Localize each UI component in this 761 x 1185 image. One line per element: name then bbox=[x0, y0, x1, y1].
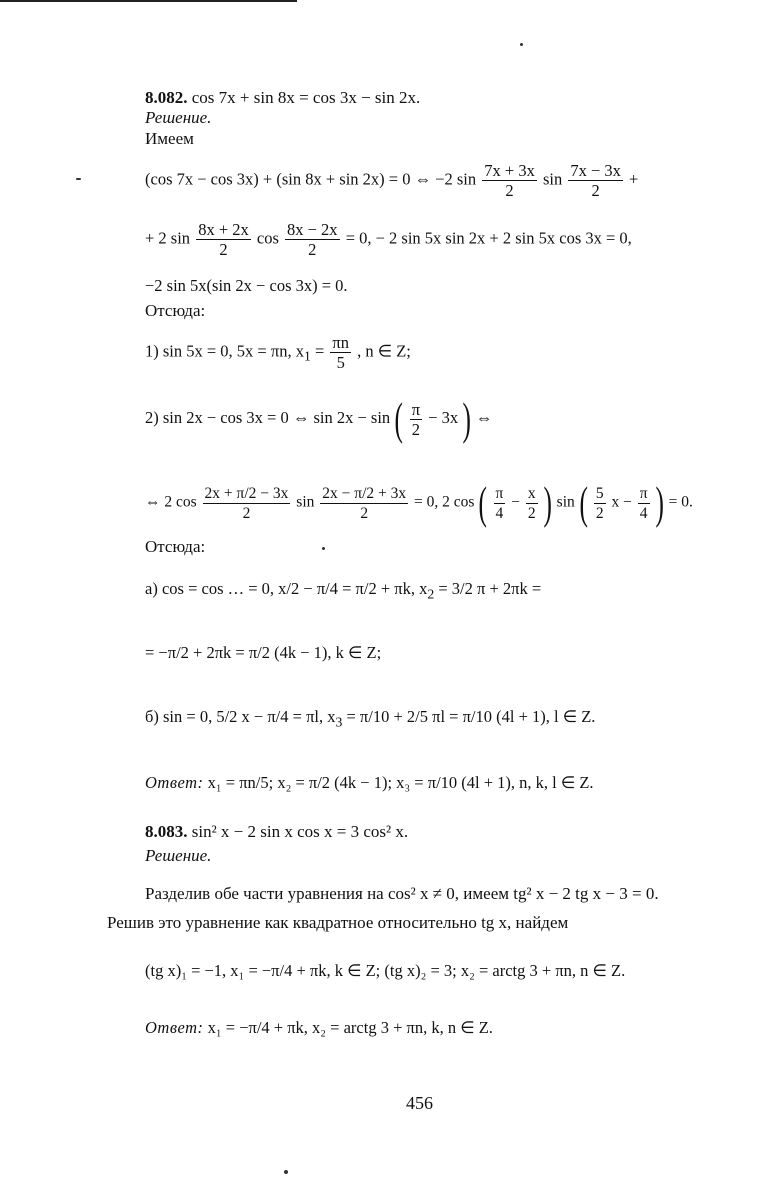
denominator: 2 bbox=[308, 240, 317, 259]
case-b-line bbox=[145, 706, 595, 733]
denominator: 4 bbox=[495, 504, 504, 522]
fraction bbox=[330, 333, 351, 372]
answer-text: x₁ = −π/4 + πk, x₂ = arctg 3 + πn, k, n ∈ Z. bbox=[207, 1018, 493, 1037]
subscript: 3 bbox=[335, 714, 343, 730]
numerator: 5 bbox=[595, 484, 604, 502]
denominator: 2 bbox=[219, 240, 228, 259]
numerator: 8x − 2x bbox=[287, 220, 338, 239]
denominator: 2 bbox=[591, 181, 600, 200]
eq2-rest: = 0, − 2 sin 5x sin 2x + 2 sin 5x cos 3x = 0, bbox=[345, 228, 632, 248]
speck-mark bbox=[520, 43, 523, 46]
eq1-lhs: (cos 7x − cos 3x) + (sin 8x + sin 2x) = 0 ⇔ −2 sin bbox=[145, 169, 477, 189]
numerator: 7x − 3x bbox=[570, 161, 621, 180]
eq1-end: + bbox=[629, 169, 639, 189]
eq4-end: = 0. bbox=[668, 493, 693, 511]
numerator: 2x − π/2 + 3x bbox=[322, 484, 407, 502]
equation-line-2 bbox=[145, 220, 632, 259]
case-a-line-2: = −π/2 + 2πk = π/2 (4k − 1), k ∈ Z; bbox=[145, 643, 382, 662]
fraction bbox=[320, 484, 408, 523]
case2-text: 2) sin 2x − cos 3x = 0 ⇔ sin 2x − sin bbox=[145, 407, 391, 427]
speck-mark bbox=[284, 1170, 288, 1174]
fraction bbox=[638, 484, 650, 523]
numerator: πn bbox=[332, 333, 349, 352]
left-paren: ( bbox=[579, 477, 588, 528]
eq4-b: = 0, 2 cos bbox=[414, 493, 475, 511]
denominator: 2 bbox=[527, 504, 536, 522]
problem-8083-header bbox=[145, 822, 408, 842]
hence-label-2: Отсюда: bbox=[145, 537, 206, 556]
top-rule bbox=[0, 0, 297, 2]
answer-text: x₁ = πn/5; x₂ = π/2 (4k − 1); x₃ = π/10 (4l + 1), n, k, l ∈ Z. bbox=[207, 773, 594, 792]
case-1-line bbox=[145, 333, 411, 372]
denominator: 2 bbox=[595, 504, 604, 522]
denominator: 2 bbox=[411, 419, 421, 439]
eq2-start: + 2 sin bbox=[145, 228, 191, 248]
case-a-label: а) cos bbox=[145, 579, 184, 598]
problem-8082-header bbox=[145, 88, 420, 108]
denominator: 5 bbox=[336, 353, 345, 372]
numerator: 2x + π/2 − 3x bbox=[204, 484, 289, 502]
denominator: 2 bbox=[242, 504, 251, 522]
fraction bbox=[526, 484, 538, 523]
case1-tail: , n ∈ Z; bbox=[357, 341, 411, 361]
numerator: π bbox=[639, 484, 648, 502]
fraction bbox=[285, 220, 340, 259]
eq2-mid: cos bbox=[256, 228, 279, 248]
case-a-line bbox=[145, 578, 541, 605]
minus: − bbox=[511, 493, 520, 511]
equation-line-3: −2 sin 5x(sin 2x − cos 3x) = 0. bbox=[145, 276, 348, 295]
case1-text: 1) sin 5x = 0, 5x = πn, x bbox=[145, 341, 304, 361]
case2-mid: − 3x bbox=[428, 407, 459, 427]
numerator: π bbox=[495, 484, 504, 502]
intro-text: Имеем bbox=[145, 129, 194, 148]
fraction bbox=[196, 220, 251, 259]
fraction bbox=[494, 484, 506, 523]
denominator: 4 bbox=[639, 504, 648, 522]
right-paren: ) bbox=[655, 477, 665, 528]
speck-mark bbox=[322, 547, 325, 550]
eq4-mid: sin bbox=[296, 493, 315, 511]
problem-number: 8.082. bbox=[145, 88, 188, 107]
fraction bbox=[594, 484, 606, 523]
equation-line-1 bbox=[145, 161, 638, 200]
numerator: 8x + 2x bbox=[198, 220, 249, 239]
numerator: π bbox=[411, 399, 421, 419]
roots-line: (tg x)₁ = −1, x₁ = −π/4 + πk, k ∈ Z; (tg x)₂ = 3; x₂ = arctg 3 + πn, n ∈ Z. bbox=[145, 961, 626, 980]
problem-statement: sin² x − 2 sin x cos x = 3 cos² x. bbox=[191, 822, 409, 841]
equals: = bbox=[314, 341, 325, 361]
left-paren: ( bbox=[478, 477, 488, 528]
x-minus: x − bbox=[611, 493, 632, 511]
problem-number: 8.083. bbox=[145, 822, 188, 841]
eq1-mid: sin bbox=[542, 169, 563, 189]
subscript: 1 bbox=[303, 348, 311, 364]
numerator: 7x + 3x bbox=[484, 161, 535, 180]
page-number: 456 bbox=[406, 1093, 433, 1113]
case-a-value: = 3/2 π + 2πk = bbox=[438, 579, 542, 598]
eq4-start: ⇔ 2 cos bbox=[145, 493, 197, 511]
answer-label: Ответ: bbox=[145, 773, 204, 792]
solution-label: Решение. bbox=[145, 108, 212, 127]
fraction bbox=[568, 161, 623, 200]
answer-label: Ответ: bbox=[145, 1018, 204, 1037]
case2-end: ⇔ bbox=[475, 407, 493, 427]
numerator: x bbox=[527, 484, 536, 502]
right-paren: ) bbox=[462, 393, 472, 444]
equation-line-4 bbox=[145, 477, 693, 528]
right-paren: ) bbox=[543, 477, 553, 528]
answer-8082 bbox=[145, 772, 594, 794]
subscript: 2 bbox=[427, 586, 435, 602]
case-b-text: = 0, 5/2 x − π/4 = πl, x bbox=[186, 707, 336, 726]
fraction bbox=[203, 484, 291, 523]
denominator: 2 bbox=[360, 504, 369, 522]
denominator: 2 bbox=[505, 181, 514, 200]
case-b-value: = π/10 + 2/5 πl = π/10 (4l + 1), l ∈ Z. bbox=[346, 707, 596, 726]
solution-label: Решение. bbox=[145, 846, 212, 865]
hence-label-1: Отсюда: bbox=[145, 301, 206, 320]
problem-statement: cos 7x + sin 8x = cos 3x − sin 2x. bbox=[191, 88, 421, 107]
eq4-sin: sin bbox=[556, 493, 575, 511]
case-a-text: = cos … = 0, x/2 − π/4 = π/2 + πk, x bbox=[188, 579, 428, 598]
text-line-1: Разделив обе части уравнения на cos² x ≠ 0, имеем tg² x − 2 tg x − 3 = 0. bbox=[145, 884, 659, 903]
answer-8083 bbox=[145, 1017, 493, 1039]
case-2-line bbox=[145, 393, 493, 444]
fraction bbox=[410, 400, 422, 439]
text-line-2: Решив это уравнение как квадратное относительно tg x, найдем bbox=[107, 913, 569, 932]
left-paren: ( bbox=[394, 393, 404, 444]
fraction bbox=[482, 161, 537, 200]
margin-mark bbox=[76, 178, 81, 180]
case-b-label: б) sin bbox=[145, 707, 183, 726]
